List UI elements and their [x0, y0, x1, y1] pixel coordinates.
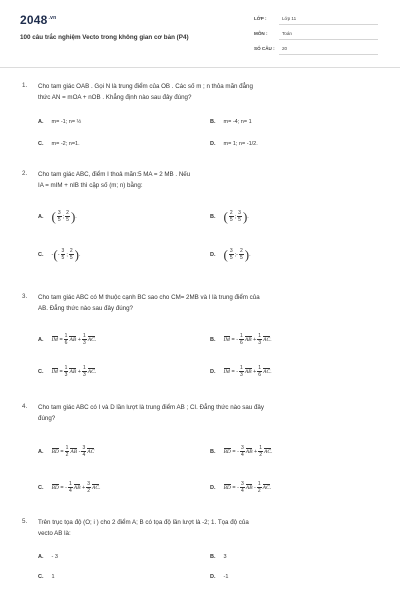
- option-c[interactable]: C. BD = - $\frac{1}{4}$ AB + $\frac{3}{2}$ AC .: [38, 481, 101, 494]
- option-d[interactable]: [210, 141, 258, 147]
- meta-subject-value: Toán: [282, 31, 292, 36]
- option-label: D.: [210, 574, 216, 580]
- question-line: đúng?: [38, 415, 56, 422]
- question-text: [38, 402, 378, 424]
- numerator: 3: [240, 445, 244, 451]
- denominator: 3: [64, 372, 68, 378]
- question-line: vecto AB là:: [38, 530, 71, 537]
- fraction: [69, 248, 74, 261]
- page-title: 100 câu trắc nghiệm Vecto trong không gian cơ bản (P4): [20, 34, 189, 41]
- vector-lhs: IM: [223, 336, 230, 343]
- question-text: [38, 292, 378, 314]
- fraction: [82, 333, 87, 346]
- denominator: 6: [64, 340, 68, 346]
- option-d[interactable]: D. IM = - $\frac{1}{3}$ AB + $\frac{1}{6}$ AC .: [210, 365, 272, 378]
- vector-ac: AC: [87, 336, 95, 343]
- fraction: [61, 248, 66, 261]
- logo-suffix: .vn: [48, 15, 57, 21]
- fraction: [64, 333, 69, 346]
- fraction: [81, 445, 86, 458]
- denominator: 6: [240, 340, 243, 346]
- option-label: A.: [38, 213, 44, 220]
- numerator: 2: [229, 210, 233, 216]
- vector-ac: AC: [92, 484, 100, 491]
- option-a[interactable]: [38, 119, 81, 125]
- meta-underline: [279, 39, 378, 40]
- fraction: [257, 481, 262, 494]
- option-b[interactable]: [210, 119, 252, 125]
- fraction: [240, 481, 245, 494]
- numerator: 1: [259, 445, 262, 451]
- numerator: 2: [69, 248, 73, 254]
- option-label: B.: [210, 119, 216, 125]
- option-label: A.: [38, 448, 44, 455]
- option-label: C.: [38, 368, 44, 375]
- vector-ab: AB: [245, 448, 253, 455]
- meta-subject: [254, 29, 378, 40]
- numerator: 3: [57, 210, 61, 216]
- option-label: D.: [210, 251, 216, 258]
- option-a[interactable]: A. ( $\frac{3}{5}$ ; $\frac{2}{5}$ ) .: [38, 209, 77, 224]
- option-label: D.: [210, 141, 216, 147]
- denominator: 4: [68, 488, 72, 494]
- numerator: 1: [258, 365, 262, 371]
- option-label: C.: [38, 484, 44, 491]
- question-text: [38, 169, 378, 191]
- fraction: [237, 210, 242, 223]
- logo-text: 2048: [20, 13, 48, 27]
- vector-ab: AB: [244, 368, 252, 375]
- vector-lhs: IM: [223, 368, 230, 375]
- vector-lhs: BD: [223, 484, 231, 491]
- numerator: 1: [82, 333, 86, 339]
- question-line: AB. Đẳng thức nào sau đây đúng?: [38, 305, 133, 312]
- fraction: [86, 481, 91, 494]
- denominator: 5: [229, 217, 233, 223]
- option-text: -1: [223, 574, 229, 580]
- meta-count-value: 20: [282, 46, 288, 51]
- meta-subject-label: MÔN :: [254, 31, 268, 36]
- numerator: 1: [240, 333, 243, 339]
- denominator: 2: [259, 452, 262, 458]
- fraction: [239, 333, 244, 346]
- numerator: 1: [64, 365, 68, 371]
- option-d[interactable]: [210, 574, 228, 580]
- meta-underline: [279, 54, 378, 55]
- numerator: 3: [240, 481, 244, 487]
- meta-count: [254, 44, 378, 55]
- meta-class-value: Lớp 11: [282, 16, 297, 21]
- paren-close: ): [242, 209, 248, 224]
- option-label: B.: [210, 336, 216, 343]
- denominator: 4: [240, 452, 244, 458]
- option-label: B.: [210, 554, 216, 560]
- vector-ab: AB: [244, 336, 252, 343]
- vector-ac: AC: [87, 448, 95, 455]
- option-label: C.: [38, 251, 44, 258]
- fraction: [257, 333, 262, 346]
- option-a[interactable]: [38, 554, 58, 560]
- numerator: 3: [87, 481, 90, 487]
- vector-lhs: BD: [51, 484, 59, 491]
- paren-open: (: [53, 247, 58, 262]
- fraction: [65, 210, 70, 223]
- question-number: 3.: [22, 293, 28, 300]
- numerator: 3: [61, 248, 65, 254]
- vector-ab: AB: [69, 336, 77, 343]
- fraction: [68, 481, 73, 494]
- option-text: 3: [223, 554, 227, 560]
- fraction: [258, 445, 263, 458]
- fraction: [257, 365, 262, 378]
- fraction: [239, 248, 244, 261]
- vector-ab: AB: [70, 448, 78, 455]
- numerator: 3: [238, 210, 241, 216]
- vector-ac: AC: [262, 484, 270, 491]
- denominator: 3: [82, 372, 86, 378]
- paren-open: (: [223, 247, 228, 262]
- numerator: 1: [82, 365, 86, 371]
- question-line: Cho tam giác OAB . Gọi N là trung điểm của OB . Các số m ; n thỏa mãn đẳng: [38, 83, 253, 90]
- option-a[interactable]: A. BD = $\frac{1}{2}$ AB - $\frac{3}{4}$ AC: [38, 445, 95, 458]
- option-b[interactable]: [210, 554, 227, 560]
- option-c[interactable]: [38, 141, 80, 147]
- option-c[interactable]: C. - ( - $\frac{3}{5}$ ; $\frac{2}{5}$ ) .: [38, 247, 81, 262]
- option-label: A.: [38, 336, 44, 343]
- option-text: - 3: [51, 554, 58, 560]
- denominator: 5: [238, 217, 241, 223]
- option-b[interactable]: B. IM = - $\frac{1}{6}$ AB + $\frac{1}{3}$ AC .: [210, 333, 272, 346]
- denominator: 3: [258, 340, 262, 346]
- question-line: Trên trục tọa độ (O; i ) cho 2 điểm A; B có tọa độ lần lượt là -2; 1. Tọa độ của: [38, 519, 249, 526]
- option-label: D.: [210, 484, 216, 491]
- question-line: Cho tam giác ABC, điểm I thoả mãn:5 MA = 2 MB . Nếu: [38, 171, 191, 178]
- denominator: 5: [240, 255, 243, 261]
- option-text: 1: [51, 574, 55, 580]
- denominator: 5: [229, 255, 233, 261]
- option-c[interactable]: C. IM = $\frac{1}{3}$ AB + $\frac{1}{3}$ AC .: [38, 365, 97, 378]
- numerator: 1: [258, 333, 262, 339]
- numerator: 3: [229, 248, 233, 254]
- meta-class: [254, 14, 378, 25]
- paren-close: ): [244, 247, 250, 262]
- paren-close: ): [74, 247, 79, 262]
- vector-ab: AB: [245, 484, 253, 491]
- numerator: 1: [68, 481, 72, 487]
- numerator: 2: [66, 210, 69, 216]
- fraction: [65, 445, 70, 458]
- option-label: B.: [210, 213, 216, 220]
- fraction: [57, 210, 62, 223]
- fraction: [240, 445, 245, 458]
- paren-open: (: [223, 209, 228, 224]
- option-label: C.: [38, 574, 44, 580]
- denominator: 2: [65, 452, 69, 458]
- vector-ac: AC: [263, 368, 271, 375]
- question-line: IA = mIM + nIB thì cặp số (m; n) bằng:: [38, 182, 143, 189]
- numerator: 2: [240, 248, 243, 254]
- question-number: 4.: [22, 403, 28, 410]
- question-number: 1.: [22, 82, 28, 89]
- numerator: 1: [65, 445, 69, 451]
- denominator: 5: [69, 255, 73, 261]
- fraction: [229, 248, 234, 261]
- numerator: 3: [82, 445, 86, 451]
- meta-count-label: SỐ CÂU :: [254, 46, 275, 51]
- question-text: [38, 81, 378, 103]
- option-text: m= 1; n= -1/2.: [223, 141, 258, 147]
- option-label: D.: [210, 368, 216, 375]
- denominator: 6: [258, 372, 262, 378]
- question-line: thức AN = mOA + nOB . Khẳng định nào sau đây đúng?: [38, 94, 192, 101]
- vector-ac: AC: [264, 448, 272, 455]
- denominator: 4: [82, 452, 86, 458]
- denominator: 4: [240, 488, 244, 494]
- question-line: Cho tam giác ABC có I và D lần lượt là trung điểm AB ; CI. Đẳng thức nào sau đây: [38, 404, 264, 411]
- option-text: m= -2; n=1.: [51, 141, 80, 147]
- vector-ac: AC: [87, 368, 95, 375]
- fraction: [229, 210, 234, 223]
- denominator: 5: [57, 217, 61, 223]
- option-label: B.: [210, 448, 216, 455]
- question-number: 5.: [22, 518, 28, 525]
- option-label: A.: [38, 554, 44, 560]
- vector-ab: AB: [73, 484, 81, 491]
- question-line: Cho tam giác ABC có M thuộc cạnh BC sao cho CM= 2MB và I là trung điểm của: [38, 294, 260, 301]
- vector-ab: AB: [69, 368, 77, 375]
- option-label: A.: [38, 119, 44, 125]
- meta-underline: [279, 24, 378, 25]
- vector-lhs: BD: [51, 448, 59, 455]
- numerator: 1: [257, 481, 261, 487]
- vector-lhs: BD: [223, 448, 231, 455]
- site-logo[interactable]: [20, 13, 56, 27]
- option-b[interactable]: B. BD = - $\frac{3}{4}$ AB + $\frac{1}{2}$ AC .: [210, 445, 273, 458]
- fraction: [239, 365, 244, 378]
- option-label: C.: [38, 141, 44, 147]
- page-header: [0, 0, 400, 66]
- option-text: m= -1; n= ½: [51, 119, 82, 125]
- paren-open: (: [51, 209, 56, 224]
- denominator: 5: [66, 217, 69, 223]
- option-d[interactable]: D. BD = - $\frac{3}{4}$ AB - $\frac{1}{2}$ AC .: [210, 481, 272, 494]
- denominator: 2: [87, 488, 90, 494]
- option-c[interactable]: [38, 574, 55, 580]
- denominator: 3: [82, 340, 86, 346]
- denominator: 2: [257, 488, 261, 494]
- numerator: 1: [240, 365, 243, 371]
- option-text: m= -4; n= 1: [223, 119, 252, 125]
- question-number: 2.: [22, 170, 28, 177]
- vector-lhs: IM: [51, 368, 58, 375]
- fraction: [64, 365, 69, 378]
- paren-close: ): [70, 209, 76, 224]
- question-text: [38, 517, 378, 539]
- option-a[interactable]: A. IM = $\frac{1}{6}$ AB + $\frac{1}{3}$ AC .: [38, 333, 97, 346]
- option-d[interactable]: D. ( $\frac{3}{5}$ ;- $\frac{2}{5}$ ) .: [210, 247, 251, 262]
- meta-class-label: LỚP :: [254, 16, 267, 21]
- numerator: 1: [64, 333, 68, 339]
- fraction: [82, 365, 87, 378]
- denominator: 5: [61, 255, 65, 261]
- denominator: 3: [240, 372, 243, 378]
- vector-ac: AC: [263, 336, 271, 343]
- header-divider: [0, 67, 400, 68]
- option-b[interactable]: B. ( $\frac{2}{5}$ ; $\frac{3}{5}$ ) .: [210, 209, 249, 224]
- vector-lhs: IM: [51, 336, 58, 343]
